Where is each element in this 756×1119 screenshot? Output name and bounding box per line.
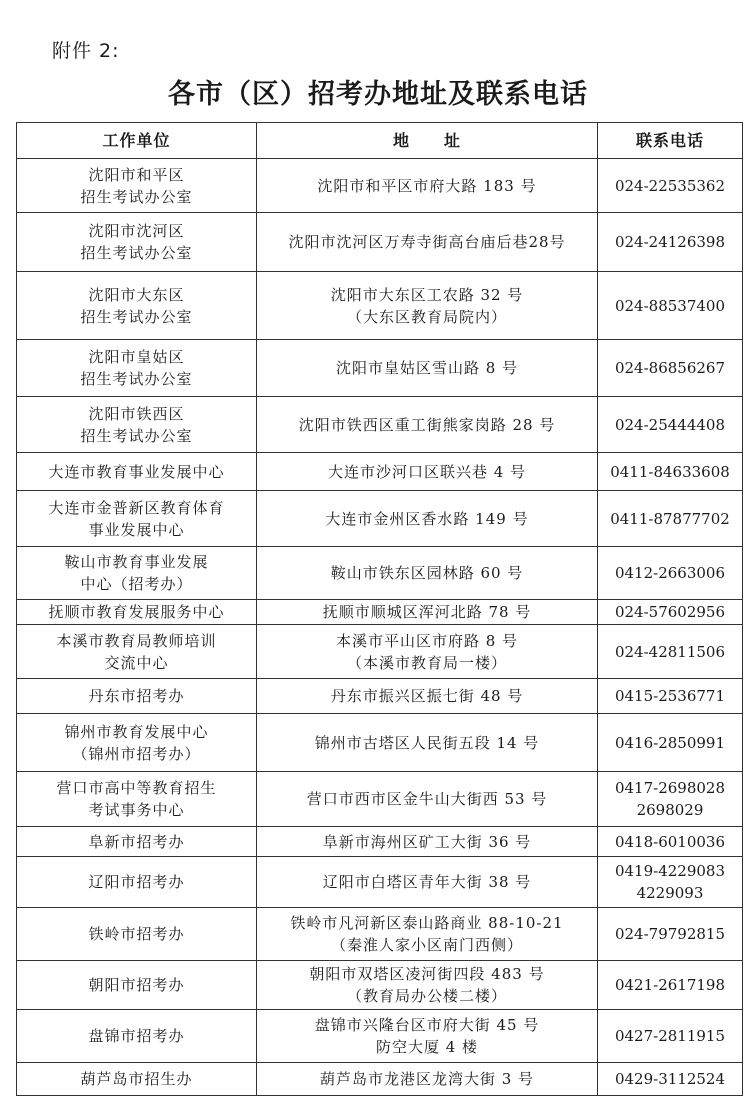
- unit-cell-line: 盘锦市招考办: [88, 1027, 185, 1045]
- phone-cell-line: 4229093: [636, 884, 704, 902]
- phone-cell-line: 0416-2850991: [614, 733, 726, 752]
- table-row: [17, 159, 743, 213]
- unit-cell-line: 锦州市教育发展中心: [64, 722, 209, 741]
- unit-cell-line: 招生考试办公室: [80, 370, 193, 388]
- address-cell: [257, 159, 598, 213]
- address-cell-line: 沈阳市大东区工农路 32 号: [330, 285, 524, 304]
- phone-cell: [598, 340, 743, 397]
- unit-cell-line: 营口市高中等教育招生: [56, 779, 217, 797]
- unit-cell: [17, 961, 257, 1010]
- address-cell: [257, 908, 598, 961]
- unit-cell: [17, 714, 257, 772]
- address-cell-line: 沈阳市沈河区万寿寺街高台庙后巷28号: [288, 233, 566, 251]
- address-cell-line: （大东区教育局院内）: [346, 307, 507, 326]
- header-address: 地 址: [257, 123, 598, 159]
- unit-cell: [17, 772, 257, 827]
- unit-cell-line: 丹东市招考办: [88, 687, 185, 705]
- address-cell-line: 阜新市海州区矿工大街 36 号: [322, 832, 532, 851]
- unit-cell: [17, 397, 257, 453]
- page-title: 各市（区）招考办地址及联系电话: [168, 79, 588, 110]
- phone-cell-line: 024-22535362: [614, 176, 726, 195]
- phone-cell: [598, 600, 743, 625]
- table-row: [17, 600, 743, 625]
- address-cell: [257, 397, 598, 453]
- address-cell: [257, 213, 598, 272]
- unit-cell-line: 沈阳市铁西区: [88, 404, 185, 423]
- phone-cell: [598, 908, 743, 961]
- phone-cell: [598, 961, 743, 1010]
- address-cell-line: 大连市金州区香水路 149 号: [325, 509, 529, 528]
- phone-cell-line: 024-86856267: [614, 359, 726, 377]
- table-row: [17, 547, 743, 600]
- address-cell: [257, 272, 598, 340]
- unit-cell: [17, 679, 257, 714]
- unit-cell-line: 辽阳市招考办: [88, 873, 185, 891]
- table-row: [17, 491, 743, 547]
- unit-cell-line: 沈阳市大东区: [88, 285, 185, 304]
- address-cell-line: 本溪市平山区市府路 8 号: [335, 631, 519, 650]
- address-cell: [257, 827, 598, 857]
- address-cell: [257, 714, 598, 772]
- phone-cell: [598, 491, 743, 547]
- phone-cell-line: 0417-2698028: [614, 779, 726, 797]
- address-cell: [257, 1063, 598, 1096]
- phone-cell-line: 0418-6010036: [614, 832, 726, 851]
- unit-cell: [17, 857, 257, 908]
- address-cell-line: （本溪市教育局一楼）: [346, 653, 507, 672]
- table-row: [17, 1010, 743, 1063]
- unit-cell: [17, 491, 257, 547]
- phone-cell: [598, 679, 743, 714]
- address-cell-line: 沈阳市铁西区重工街熊家岗路 28 号: [298, 415, 556, 434]
- unit-cell: [17, 213, 257, 272]
- address-cell: [257, 772, 598, 827]
- address-cell-line: 辽阳市白塔区青年大街 38 号: [322, 873, 532, 891]
- table-row: [17, 1063, 743, 1096]
- header-phone: 联系电话: [598, 123, 743, 159]
- unit-cell: [17, 453, 257, 491]
- phone-cell: [598, 1010, 743, 1063]
- unit-cell-line: 抚顺市教育发展服务中心: [48, 603, 225, 621]
- unit-cell: [17, 159, 257, 213]
- phone-cell: [598, 714, 743, 772]
- unit-cell-line: 鞍山市教育事业发展: [64, 553, 209, 571]
- address-cell-line: 盘锦市兴隆台区市府大街 45 号: [314, 1016, 540, 1034]
- table-header-row: [17, 123, 743, 159]
- annex-label: 附件 2:: [52, 40, 120, 62]
- phone-cell: [598, 213, 743, 272]
- phone-cell: [598, 625, 743, 679]
- table-row: [17, 714, 743, 772]
- unit-cell-line: 沈阳市和平区: [88, 165, 185, 184]
- unit-cell: [17, 272, 257, 340]
- address-cell: [257, 679, 598, 714]
- address-cell-line: 朝阳市双塔区凌河街四段 483 号: [309, 965, 545, 983]
- address-cell-line: 抚顺市顺城区浑河北路 78 号: [322, 603, 532, 621]
- table-row: [17, 213, 743, 272]
- phone-cell: [598, 272, 743, 340]
- table-row: [17, 453, 743, 491]
- table-row: [17, 625, 743, 679]
- phone-cell: [598, 397, 743, 453]
- address-cell-line: （教育局办公楼二楼）: [346, 987, 507, 1005]
- unit-cell-line: 本溪市教育局教师培训: [56, 631, 217, 650]
- phone-cell-line: 2698029: [636, 801, 704, 819]
- phone-cell: [598, 159, 743, 213]
- address-cell: [257, 857, 598, 908]
- phone-cell-line: 0429-3112524: [614, 1070, 726, 1088]
- address-cell-line: 丹东市振兴区振七街 48 号: [330, 687, 524, 705]
- header-unit: 工作单位: [17, 123, 257, 159]
- unit-cell: [17, 1010, 257, 1063]
- address-cell-line: 大连市沙河口区联兴巷 4 号: [327, 462, 527, 481]
- phone-cell-line: 0411-84633608: [610, 462, 730, 481]
- contact-table: [16, 122, 743, 1096]
- table-row: [17, 772, 743, 827]
- phone-cell: [598, 1063, 743, 1096]
- address-cell: [257, 961, 598, 1010]
- unit-cell-line: 招生考试办公室: [80, 187, 193, 206]
- table-row: [17, 397, 743, 453]
- phone-cell: [598, 772, 743, 827]
- address-cell-line: 沈阳市和平区市府大路 183 号: [317, 176, 537, 195]
- phone-cell-line: 0412-2663006: [614, 564, 726, 582]
- unit-cell-line: （锦州市招考办）: [72, 744, 201, 763]
- address-cell-line: 鞍山市铁东区园林路 60 号: [330, 564, 524, 582]
- unit-cell-line: 朝阳市招考办: [88, 976, 185, 994]
- address-cell: [257, 600, 598, 625]
- phone-cell-line: 0415-2536771: [614, 687, 726, 705]
- phone-cell: [598, 857, 743, 908]
- unit-cell: [17, 625, 257, 679]
- unit-cell: [17, 600, 257, 625]
- unit-cell-line: 考试事务中心: [88, 801, 185, 819]
- address-cell-line: 锦州市古塔区人民街五段 14 号: [314, 733, 540, 752]
- phone-cell-line: 024-79792815: [614, 925, 726, 943]
- phone-cell-line: 024-88537400: [614, 296, 726, 315]
- phone-cell-line: 0421-2617198: [614, 976, 726, 994]
- phone-cell-line: 024-24126398: [614, 233, 726, 251]
- unit-cell-line: 铁岭市招考办: [88, 925, 185, 943]
- phone-cell-line: 0427-2811915: [614, 1027, 726, 1045]
- table-row: [17, 340, 743, 397]
- unit-cell-line: 招生考试办公室: [80, 307, 193, 326]
- address-cell: [257, 1010, 598, 1063]
- table-row: [17, 857, 743, 908]
- address-cell: [257, 625, 598, 679]
- unit-cell: [17, 340, 257, 397]
- unit-cell-line: 沈阳市皇姑区: [88, 348, 185, 366]
- unit-cell-line: 交流中心: [104, 653, 169, 672]
- address-cell-line: 铁岭市凡河新区泰山路商业 88-10-21: [290, 914, 564, 932]
- table-row: [17, 679, 743, 714]
- unit-cell-line: 沈阳市沈河区: [88, 222, 185, 240]
- table-row: [17, 272, 743, 340]
- table-row: [17, 827, 743, 857]
- address-cell-line: 营口市西市区金牛山大街西 53 号: [306, 790, 548, 808]
- phone-cell-line: 0419-4229083: [614, 862, 726, 880]
- unit-cell-line: 招生考试办公室: [80, 244, 193, 262]
- address-cell-line: 防空大厦 4 楼: [375, 1038, 479, 1056]
- unit-cell: [17, 547, 257, 600]
- address-cell-line: 葫芦岛市龙港区龙湾大街 3 号: [319, 1070, 535, 1088]
- unit-cell-line: 阜新市招考办: [88, 832, 185, 851]
- unit-cell-line: 中心（招考办）: [80, 575, 193, 593]
- address-cell-line: （秦淮人家小区南门西侧）: [330, 936, 523, 954]
- unit-cell-line: 招生考试办公室: [80, 426, 193, 445]
- phone-cell: [598, 547, 743, 600]
- table-row: [17, 961, 743, 1010]
- address-cell-line: 沈阳市皇姑区雪山路 8 号: [335, 359, 519, 377]
- unit-cell: [17, 1063, 257, 1096]
- phone-cell-line: 024-25444408: [614, 415, 726, 434]
- phone-cell-line: 024-42811506: [614, 642, 726, 661]
- phone-cell-line: 0411-87877702: [610, 509, 730, 528]
- unit-cell-line: 葫芦岛市招生办: [80, 1070, 193, 1088]
- phone-cell: [598, 827, 743, 857]
- unit-cell-line: 大连市教育事业发展中心: [48, 462, 225, 481]
- unit-cell-line: 事业发展中心: [88, 520, 185, 539]
- unit-cell: [17, 908, 257, 961]
- phone-cell-line: 024-57602956: [614, 603, 726, 621]
- unit-cell-line: 大连市金普新区教育体育: [48, 498, 225, 517]
- address-cell: [257, 453, 598, 491]
- table-row: [17, 908, 743, 961]
- phone-cell: [598, 453, 743, 491]
- address-cell: [257, 491, 598, 547]
- address-cell: [257, 340, 598, 397]
- address-cell: [257, 547, 598, 600]
- unit-cell: [17, 827, 257, 857]
